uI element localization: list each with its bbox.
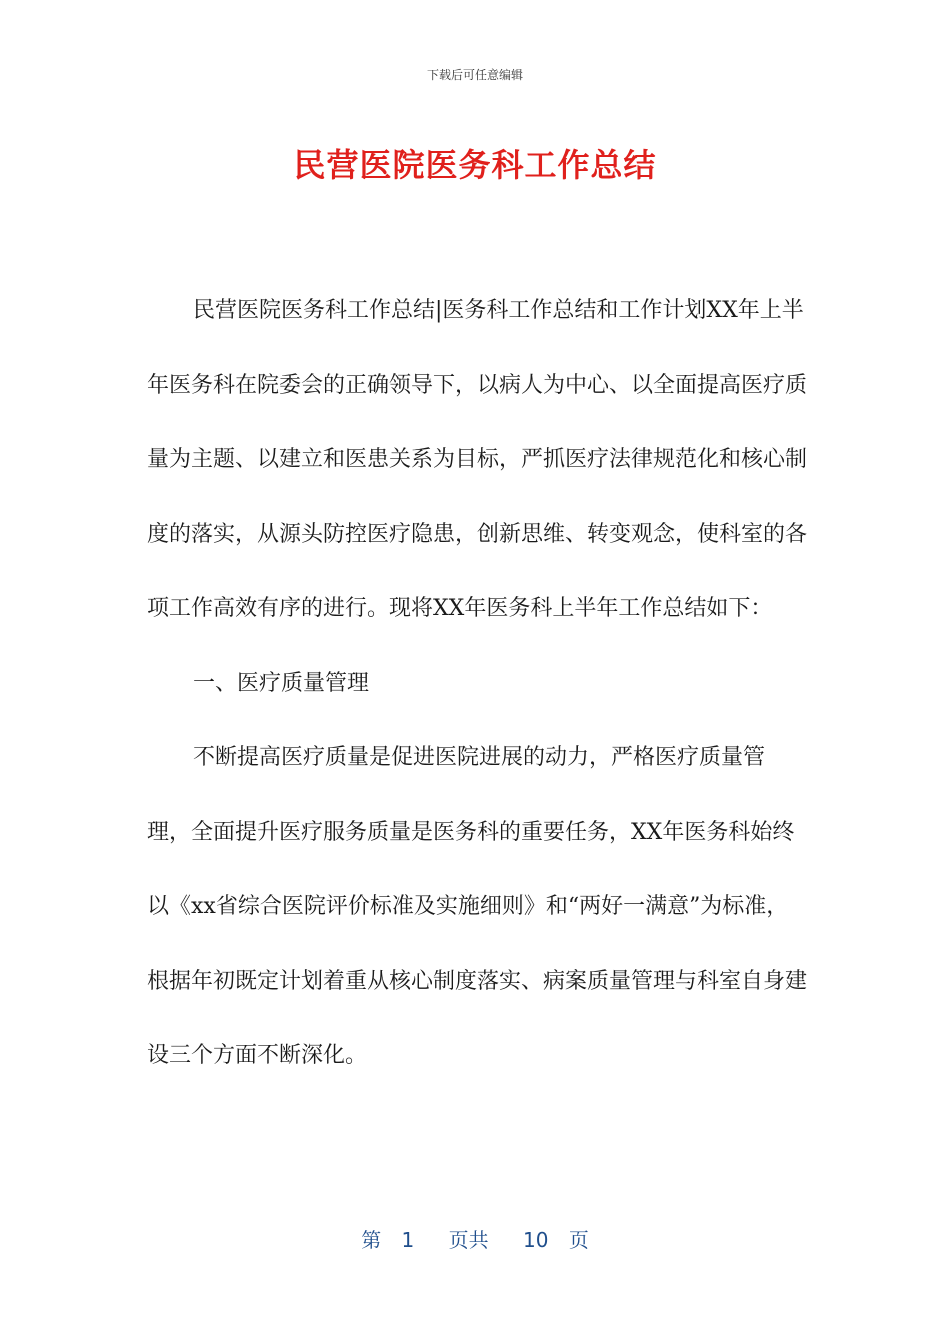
section-heading-quality: 一、医疗质量管理 — [193, 670, 370, 696]
header-note: 下载后可任意编辑 — [426, 68, 523, 82]
footer-current-page: 1 — [401, 1228, 415, 1252]
footer-middle: 页共 — [448, 1228, 489, 1252]
document-body — [147, 274, 807, 1094]
document-title: 民营医院医务科工作总结 — [293, 146, 657, 184]
footer-prefix: 第 — [361, 1228, 382, 1252]
paragraph-intro: 民营医院医务科工作总结|医务科工作总结和工作计划XX年上半年医务科在院委会的正确领导下，以病人为中心、以全面提高医疗质量为主题、以建立和医患关系为目标，严抓医疗法律规范化和核心制度的落实，从源头防控医疗隐患，创新思维、转变观念，使科室的各项工作高效有序的进行。现将XX年医务科上半年工作总结如下： — [147, 298, 808, 621]
footer-suffix: 页 — [568, 1228, 589, 1252]
page-footer — [0, 1224, 950, 1253]
footer-total-pages: 10 — [523, 1228, 549, 1252]
paragraph-quality: 不断提高医疗质量是促进医院进展的动力，严格医疗质量管理，全面提升医疗服务质量是医务科的重要任务，XX年医务科始终以《xx省综合医院评价标准及实施细则》和“两好一满意”为标准，根据年初既定计划着重从核心制度落实、病案质量管理与科室自身建设三个方面不断深化。 — [147, 745, 808, 1068]
